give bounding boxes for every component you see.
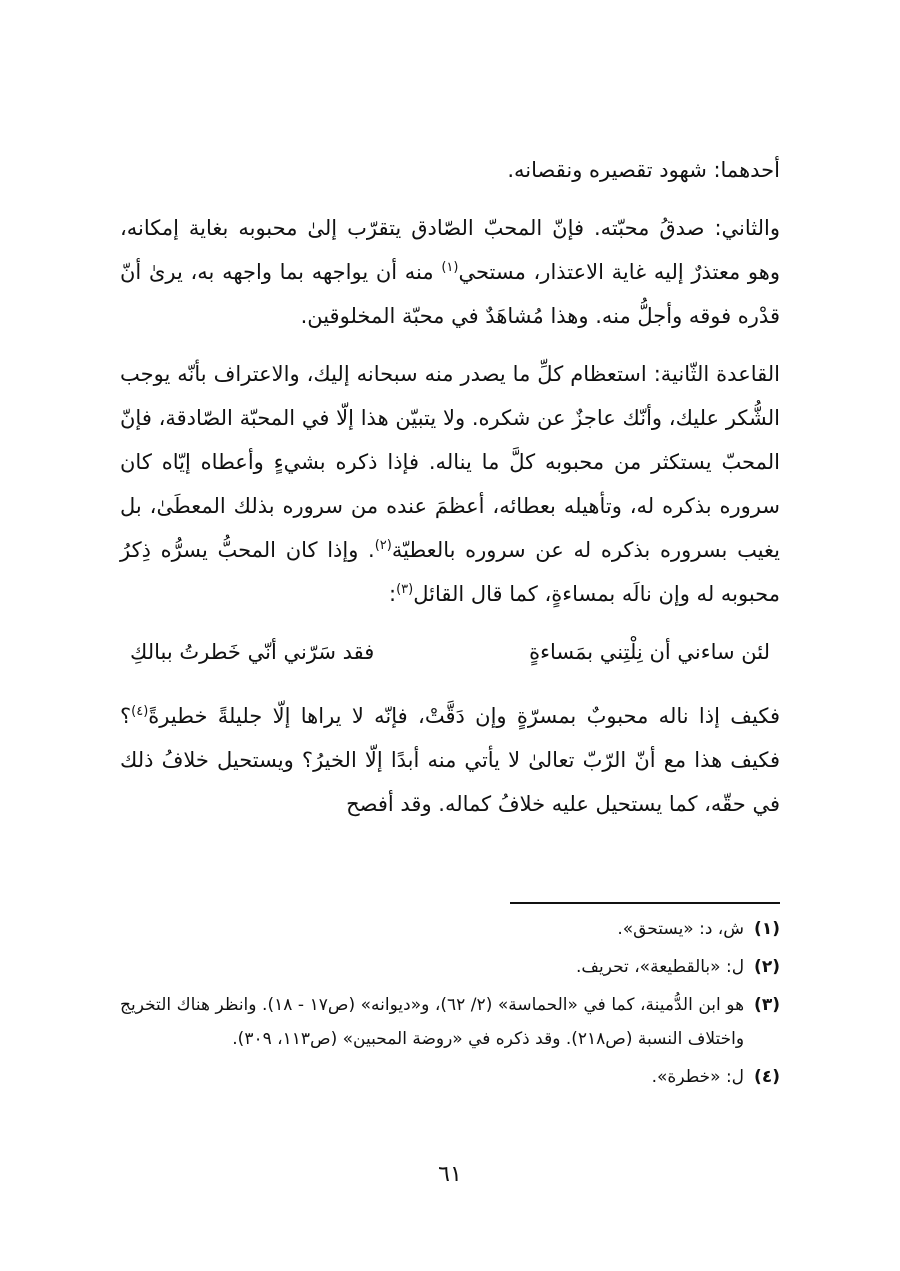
footnote-number: (٢) xyxy=(754,957,780,977)
verse-first-hemistich: لئن ساءني أن نِلْتِني بمَساءةٍ xyxy=(529,640,770,664)
footnote-text: هو ابن الدُّمينة، كما في «الحماسة» (٢/ ٦٢)، و«ديوانه» (ص١٧ - ١٨). وانظر هناك التخريج واختلاف النسبة (ص٢١٨). وقد ذكره في «روضة المحبين» (ص١١٣، ٣٠٩). xyxy=(120,995,745,1049)
footnote-number: (٤) xyxy=(754,1067,780,1087)
footnote-ref: (٢) xyxy=(374,538,392,553)
footnotes xyxy=(120,912,780,1098)
footnote xyxy=(120,1060,780,1094)
verse-second-hemistich: فقد سَرّني أنّي خَطرتُ ببالكِ xyxy=(130,640,375,664)
paragraph: القاعدة الثّانية: استعظام كلِّ ما يصدر منه سبحانه إليك، والاعتراف بأنّه يوجب الشُّكر عليك، وأنّك عاجزٌ عن شكره. ولا يتبيّن هذا إلّا في المحبّة الصّادقة، فإنّ المحبّ يستكثر من محبوبه كلَّ ما يناله. فإذا ذكره بشيءٍ وأعطاه إيّاه كان سروره بذكره له، وتأهيله بعطائه، أعظمَ عنده من سروره بذلك المعطَىٰ، بل يغيب بسروره بذكره له عن سروره بالعطيّة$^{(٢)}$. وإذا كان المحبُّ يسرُّه ذِكرُ محبوبه له وإن نالَه بمساءةٍ، كما قال القائل$^{(٣)}$: xyxy=(120,362,781,606)
footnote-text: ل: «خطرة». xyxy=(651,1067,745,1087)
footnote xyxy=(120,988,780,1056)
footnote-separator xyxy=(510,902,780,904)
footnote-ref: (١) xyxy=(441,260,459,275)
main-text xyxy=(120,148,780,840)
footnote-number: (٣) xyxy=(754,995,780,1015)
footnote-text: ل: «بالقطيعة»، تحريف. xyxy=(575,957,745,977)
paragraph: والثاني: صدقُ محبّته. فإنّ المحبّ الصّادق يتقرّب إلىٰ محبوبه بغاية إمكانه، وهو معتذرٌ إليه غاية الاعتذار، مستحي$^{(١)}$ منه أن يواجهه بما واجهه به، يرىٰ أنّ قدْره فوقه وأجلُّ منه. وهذا مُشاهَدٌ في محبّة المخلوقين. xyxy=(120,216,780,328)
footnote-ref: (٤) xyxy=(131,704,149,719)
poetry-verse xyxy=(120,630,780,674)
footnote-number: (١) xyxy=(754,919,780,939)
footnote-text: ش، د: «يستحق». xyxy=(617,919,745,939)
paragraph: فكيف إذا ناله محبوبٌ بمسرّةٍ وإن دَقَّتْ، فإنّه لا يراها إلّا جليلةً خطيرةً$^{(٤)}$؟ فكيف هذا مع أنّ الرّبّ تعالىٰ لا يأتي منه أبدًا إلّا الخيرُ؟ ويستحيل خلافُ ذلك في حقّه، كما يستحيل عليه خلافُ كماله. وقد أفصح xyxy=(120,704,780,816)
paragraph: أحدهما: شهود تقصيره ونقصانه. xyxy=(507,158,780,182)
page-number: ٦١ xyxy=(438,1162,462,1187)
footnote xyxy=(120,950,780,984)
footnote xyxy=(120,912,780,946)
footnote-ref: (٣) xyxy=(396,582,414,597)
